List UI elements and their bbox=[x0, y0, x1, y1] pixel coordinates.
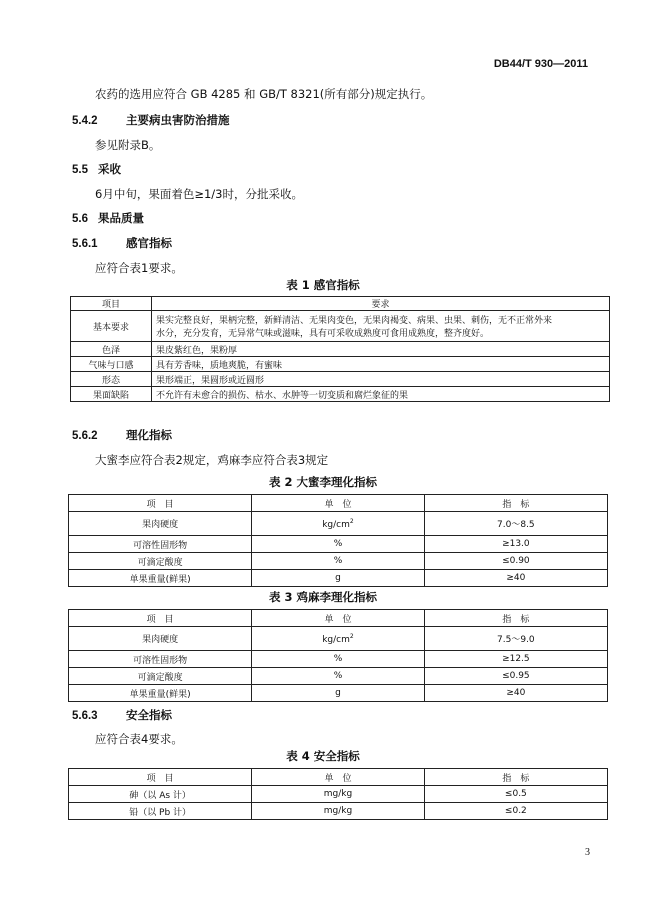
heading-number: 5.6.3 bbox=[72, 710, 98, 722]
table1-row-item: 气味与口感 bbox=[71, 357, 152, 372]
paragraph-5-6-3: 应符合表4要求。 bbox=[95, 732, 183, 746]
heading-number: 5.4.2 bbox=[72, 115, 98, 127]
table2-row-unit: $kg/cm^2$ bbox=[252, 512, 424, 536]
heading-number: 5.6 bbox=[72, 213, 88, 225]
document-id: DB44/T 930—2011 bbox=[493, 58, 588, 70]
table4-caption: 表 4 安全指标 bbox=[286, 749, 360, 763]
table2-row-unit: g bbox=[252, 570, 424, 587]
heading-title: 感官指标 bbox=[126, 236, 172, 250]
table1-row-requirement: 果皮紫红色，果粉厚 bbox=[152, 342, 610, 357]
page-number: 3 bbox=[585, 847, 590, 858]
safety-table bbox=[68, 768, 608, 820]
paragraph-5-5: 6月中旬，果面着色≥1/3时，分批采收。 bbox=[95, 187, 303, 201]
table1-row-item: 色泽 bbox=[71, 342, 152, 357]
table3-header-item: 项 目 bbox=[69, 610, 252, 627]
heading-number: 5.5 bbox=[72, 164, 88, 176]
table3-row-item: 果肉硬度 bbox=[69, 627, 252, 651]
table1-row-item: 基本要求 bbox=[71, 311, 152, 342]
table2-row-value: ≥40 bbox=[424, 570, 607, 587]
table3-row-unit: g bbox=[252, 685, 424, 702]
heading-5-4-2 bbox=[72, 112, 230, 128]
table1-row-requirement: 不允许有未愈合的损伤、枯水、水肿等一切变质和腐烂象征的果 bbox=[152, 387, 610, 402]
heading-5-6-1 bbox=[72, 235, 172, 251]
table3-header-value: 指 标 bbox=[424, 610, 607, 627]
table1-row-item: 果面缺陷 bbox=[71, 387, 152, 402]
table3-caption: 表 3 鸡麻李理化指标 bbox=[268, 590, 377, 604]
table1-row-requirement: 具有芳香味，质地爽脆，有蜜味 bbox=[152, 357, 610, 372]
jima-plum-table bbox=[68, 609, 608, 702]
table3-row-unit: $kg/cm^2$ bbox=[252, 627, 424, 651]
table2-header-value: 指 标 bbox=[424, 495, 607, 512]
table2-row-item: 果肉硬度 bbox=[69, 512, 252, 536]
table1-row-requirement-line: 果实完整良好，果柄完整，新鲜清洁、无果肉变色，无果肉褐变、病果、虫果、刺伤，无不正常外来 bbox=[156, 316, 553, 326]
table2-row-unit: % bbox=[252, 553, 424, 570]
table3-header-unit: 单 位 bbox=[252, 610, 424, 627]
table4-row-value: ≤0.5 bbox=[424, 786, 607, 803]
table3-row-value: ≥12.5 bbox=[424, 651, 607, 668]
table3-row-unit: % bbox=[252, 668, 424, 685]
table2-row-item: 可滴定酸度 bbox=[69, 553, 252, 570]
table1-row-requirement bbox=[152, 311, 610, 342]
table4-row-value: ≤0.2 bbox=[424, 803, 607, 820]
paragraph-5-4-2: 参见附录B。 bbox=[95, 138, 161, 152]
table3-row-item: 可溶性固形物 bbox=[69, 651, 252, 668]
heading-title: 采收 bbox=[98, 162, 121, 176]
table2-row-item: 单果重量(鲜果) bbox=[69, 570, 252, 587]
table4-row-unit: mg/kg bbox=[252, 786, 424, 803]
table3-row-item: 单果重量(鲜果) bbox=[69, 685, 252, 702]
table2-header-item: 项 目 bbox=[69, 495, 252, 512]
heading-title: 果品质量 bbox=[98, 211, 144, 225]
table3-row-value: 7.5～9.0 bbox=[424, 627, 607, 651]
table2-row-value: 7.0～8.5 bbox=[424, 512, 607, 536]
table2-caption: 表 2 大蜜李理化指标 bbox=[268, 475, 377, 489]
table4-header-unit: 单 位 bbox=[252, 769, 424, 786]
table1-caption: 表 1 感官指标 bbox=[286, 278, 360, 292]
table4-header-value: 指 标 bbox=[424, 769, 607, 786]
table1-row-requirement: 果形端正，果圆形或近圆形 bbox=[152, 372, 610, 387]
table2-row-item: 可溶性固形物 bbox=[69, 536, 252, 553]
heading-title: 理化指标 bbox=[126, 428, 172, 442]
table3-row-unit: % bbox=[252, 651, 424, 668]
table4-header-item: 项 目 bbox=[69, 769, 252, 786]
table3-row-value: ≥40 bbox=[424, 685, 607, 702]
table1-row-requirement-line: 水分，充分发育，无异常气味或滋味，具有可采收成熟度可食用成熟度，整齐度好。 bbox=[156, 329, 490, 339]
table3-row-item: 可滴定酸度 bbox=[69, 668, 252, 685]
table1-header-requirement: 要求 bbox=[152, 297, 610, 311]
big-honey-plum-table bbox=[68, 494, 608, 587]
table4-row-item: 铅（以 Pb 计） bbox=[69, 803, 252, 820]
table3-row-value: ≤0.95 bbox=[424, 668, 607, 685]
table2-row-value: ≤0.90 bbox=[424, 553, 607, 570]
paragraph-5-6-1: 应符合表1要求。 bbox=[95, 261, 183, 275]
table2-row-value: ≥13.0 bbox=[424, 536, 607, 553]
heading-title: 主要病虫害防治措施 bbox=[126, 113, 230, 127]
heading-5-6-3 bbox=[72, 707, 172, 723]
paragraph-5-6-2: 大蜜李应符合表2规定，鸡麻李应符合表3规定 bbox=[95, 453, 329, 467]
heading-number: 5.6.1 bbox=[72, 238, 98, 250]
heading-5-6-2 bbox=[72, 427, 172, 443]
sensory-table bbox=[70, 296, 610, 402]
heading-title: 安全指标 bbox=[126, 708, 172, 722]
heading-5-5 bbox=[72, 161, 121, 177]
table4-row-item: 砷（以 As 计） bbox=[69, 786, 252, 803]
table2-header-unit: 单 位 bbox=[252, 495, 424, 512]
table1-header-item: 项目 bbox=[71, 297, 152, 311]
table4-row-unit: mg/kg bbox=[252, 803, 424, 820]
intro-paragraph: 农药的选用应符合 GB 4285 和 GB/T 8321(所有部分)规定执行。 bbox=[95, 87, 433, 101]
table1-row-item: 形态 bbox=[71, 372, 152, 387]
heading-number: 5.6.2 bbox=[72, 430, 98, 442]
table2-row-unit: % bbox=[252, 536, 424, 553]
heading-5-6 bbox=[72, 210, 144, 226]
